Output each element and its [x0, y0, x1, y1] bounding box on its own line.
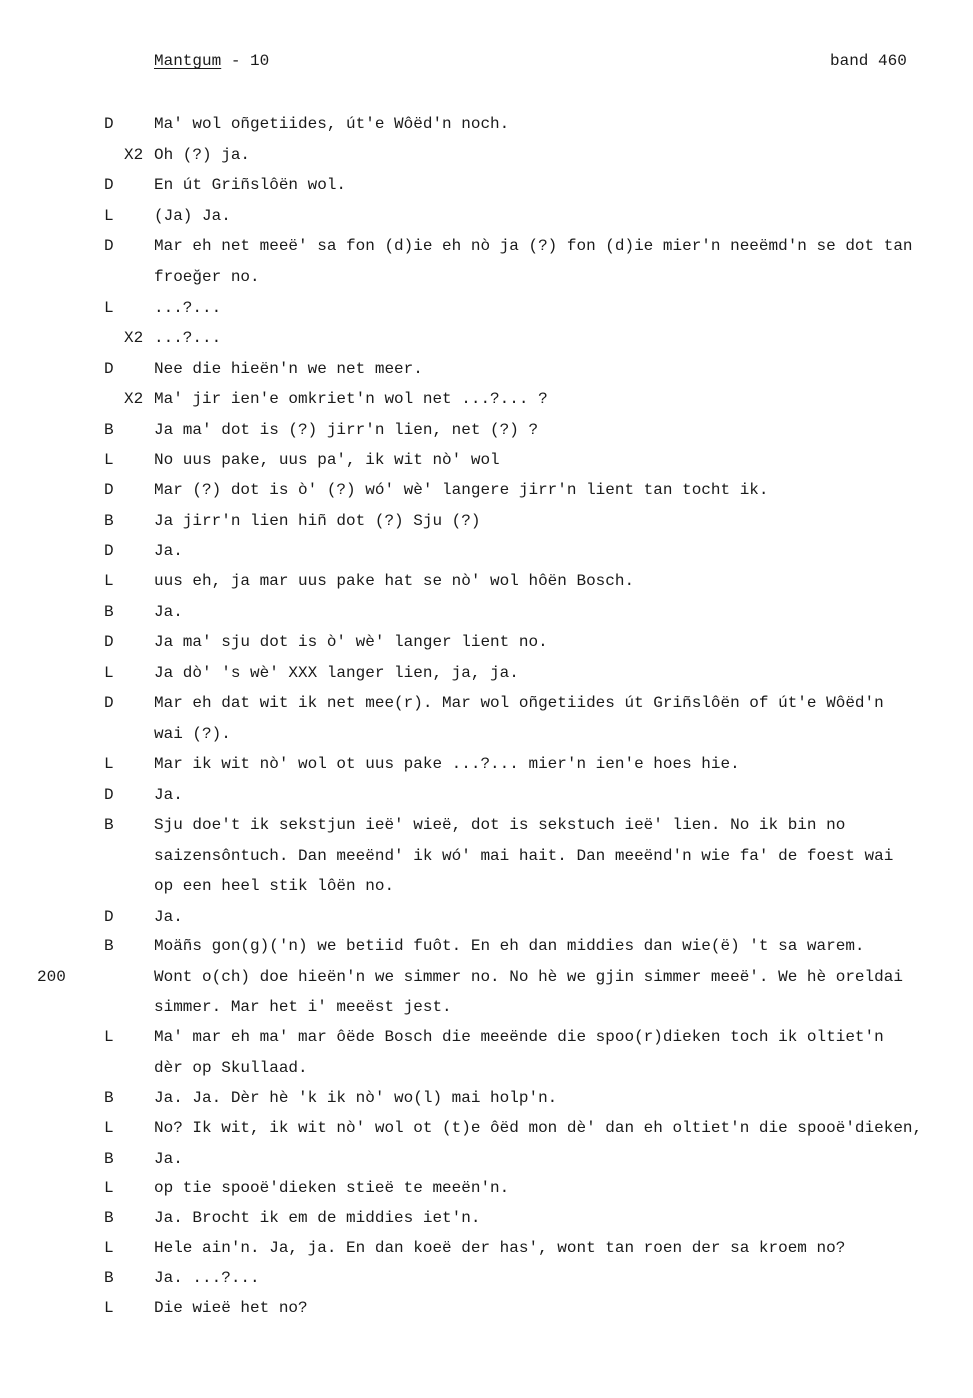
transcript-line [0, 479, 973, 501]
utterance-text: ...?... [154, 329, 222, 347]
utterance-text: Mar eh dat wit ik net mee(r). Mar wol oñgetiides út Griñslôën of út'e Wôëd'n [154, 694, 884, 712]
utterance-text: ...?... [154, 299, 222, 317]
utterance-text: Ma' mar eh ma' mar ôëde Bosch die meeënde die spoo(r)dieken toch ik oltiet'n [154, 1028, 884, 1046]
utterance-text: uus eh, ja mar uus pake hat se nò' wol hôën Bosch. [154, 572, 635, 590]
utterance-text: Moäñs gon(g)('n) we betiid fuôt. En eh dan middies dan wie(ë) 't sa warem. [154, 937, 865, 955]
utterance-text: En út Griñslôën wol. [154, 176, 347, 194]
transcript-line [0, 692, 973, 714]
speaker-label: X2 [124, 329, 144, 347]
transcript-line [0, 1148, 973, 1170]
transcript-line [0, 814, 973, 836]
transcript-line [0, 662, 973, 684]
transcript-line [0, 601, 973, 623]
utterance-text: wai (?). [154, 725, 231, 743]
utterance-text: Ja ma' dot is (?) jirr'n lien, net (?) ? [154, 421, 539, 439]
utterance-text: dèr op Skullaad. [154, 1059, 308, 1077]
utterance-text: Wont o(ch) doe hieën'n we simmer no. No hè we gjin simmer meeë'. We hè oreldai [154, 968, 903, 986]
utterance-text: Mar ik wit nò' wol ot uus pake ...?... mier'n ien'e hoes hie. [154, 755, 740, 773]
transcript-line [0, 449, 973, 471]
utterance-text: Mar (?) dot is ò' (?) wó' wè' langere jirr'n lient tan tocht ik. [154, 481, 769, 499]
speaker-label: B [104, 421, 114, 439]
transcript-line [0, 419, 973, 441]
transcript-line [0, 266, 973, 288]
line-number: 200 [37, 968, 66, 986]
transcript-line [0, 205, 973, 227]
page-header-title [154, 52, 269, 70]
utterance-text: Ja. Ja. Dèr hè 'k ik nò' wo(l) mai holp'n. [154, 1089, 558, 1107]
utterance-text: froeğer no. [154, 268, 260, 286]
utterance-text: Ja jirr'n lien hiñ dot (?) Sju (?) [154, 512, 481, 530]
utterance-text: Ma' wol oñgetiides, út'e Wôëd'n noch. [154, 115, 510, 133]
header-band: band 460 [830, 52, 907, 70]
utterance-text: op tie spooë'dieken stieë te meeën'n. [154, 1179, 510, 1197]
speaker-label: D [104, 908, 114, 926]
transcript-line [0, 631, 973, 653]
speaker-label: L [104, 299, 114, 317]
utterance-text: No? Ik wit, ik wit nò' wol ot (t)e ôëd mon dè' dan eh oltiet'n die spooë'dieken, [154, 1119, 923, 1137]
transcript-line [0, 144, 973, 166]
utterance-text: Hele ain'n. Ja, ja. En dan koeë der has', wont tan roen der sa kroem no? [154, 1239, 846, 1257]
utterance-text: Ja. [154, 908, 183, 926]
speaker-label: L [104, 451, 114, 469]
transcript-line [0, 723, 973, 745]
utterance-text: Ja ma' sju dot is ò' wè' langer lient no. [154, 633, 548, 651]
utterance-text: simmer. Mar het i' meeëst jest. [154, 998, 452, 1016]
speaker-label: B [104, 816, 114, 834]
transcript-line [0, 966, 973, 988]
utterance-text: Ja. ...?... [154, 1269, 260, 1287]
transcript-line [0, 510, 973, 532]
speaker-label: B [104, 937, 114, 955]
transcript-line [0, 1177, 973, 1199]
utterance-text: saizensôntuch. Dan meeënd' ik wó' mai hait. Dan meeënd'n wie fa' de foest wai [154, 847, 894, 865]
speaker-label: D [104, 633, 114, 651]
speaker-label: B [104, 1209, 114, 1227]
speaker-label: L [104, 755, 114, 773]
transcript-line [0, 1207, 973, 1229]
speaker-label: L [104, 1028, 114, 1046]
speaker-label: X2 [124, 146, 144, 164]
transcript-line [0, 875, 973, 897]
utterance-text: Ja dò' 's wè' XXX langer lien, ja, ja. [154, 664, 519, 682]
utterance-text: Mar eh net meeë' sa fon (d)ie eh nò ja (?) fon (d)ie mier'n neeëmd'n se dot tan [154, 237, 913, 255]
speaker-label: B [104, 1150, 114, 1168]
speaker-label: X2 [124, 390, 144, 408]
transcript-line [0, 113, 973, 135]
transcript-line [0, 1057, 973, 1079]
transcript-line [0, 1026, 973, 1048]
transcript-line [0, 1297, 973, 1319]
transcript-line [0, 935, 973, 957]
speaker-label: L [104, 1299, 114, 1317]
speaker-label: L [104, 207, 114, 225]
speaker-label: D [104, 115, 114, 133]
speaker-label: L [104, 1119, 114, 1137]
transcript-line [0, 174, 973, 196]
transcript-line [0, 297, 973, 319]
speaker-label: D [104, 786, 114, 804]
transcript-line [0, 753, 973, 775]
utterance-text: Ja. [154, 603, 183, 621]
speaker-label: L [104, 1239, 114, 1257]
transcript-line [0, 570, 973, 592]
utterance-text: Ja. [154, 1150, 183, 1168]
transcript-line [0, 358, 973, 380]
transcript-line [0, 1117, 973, 1139]
utterance-text: Ja. Brocht ik em de middies iet'n. [154, 1209, 481, 1227]
speaker-label: B [104, 1269, 114, 1287]
transcript-line [0, 388, 973, 410]
utterance-text: Ma' jir ien'e omkriet'n wol net ...?... ? [154, 390, 548, 408]
utterance-text: Ja. [154, 542, 183, 560]
utterance-text: No uus pake, uus pa', ik wit nò' wol [154, 451, 500, 469]
speaker-label: D [104, 360, 114, 378]
utterance-text: (Ja) Ja. [154, 207, 231, 225]
speaker-label: D [104, 694, 114, 712]
transcript-line [0, 327, 973, 349]
header-title: Mantgum [154, 52, 222, 70]
speaker-label: B [104, 1089, 114, 1107]
transcript-line [0, 1237, 973, 1259]
utterance-text: Nee die hieën'n we net meer. [154, 360, 423, 378]
transcript-line [0, 996, 973, 1018]
speaker-label: D [104, 176, 114, 194]
speaker-label: L [104, 664, 114, 682]
utterance-text: Ja. [154, 786, 183, 804]
transcript-line [0, 1087, 973, 1109]
speaker-label: D [104, 237, 114, 255]
utterance-text: Sju doe't ik sekstjun ieë' wieë, dot is sekstuch ieë' lien. No ik bin no [154, 816, 846, 834]
transcript-line [0, 540, 973, 562]
header-page-number: - 10 [221, 52, 270, 70]
transcript-line [0, 784, 973, 806]
utterance-text: Oh (?) ja. [154, 146, 251, 164]
transcript-line [0, 845, 973, 867]
transcript-line [0, 235, 973, 257]
utterance-text: Die wieë het no? [154, 1299, 308, 1317]
speaker-label: D [104, 481, 114, 499]
utterance-text: op een heel stik lôën no. [154, 877, 395, 895]
transcript-line [0, 1267, 973, 1289]
speaker-label: B [104, 603, 114, 621]
speaker-label: L [104, 572, 114, 590]
speaker-label: L [104, 1179, 114, 1197]
speaker-label: D [104, 542, 114, 560]
speaker-label: B [104, 512, 114, 530]
transcript-line [0, 906, 973, 928]
